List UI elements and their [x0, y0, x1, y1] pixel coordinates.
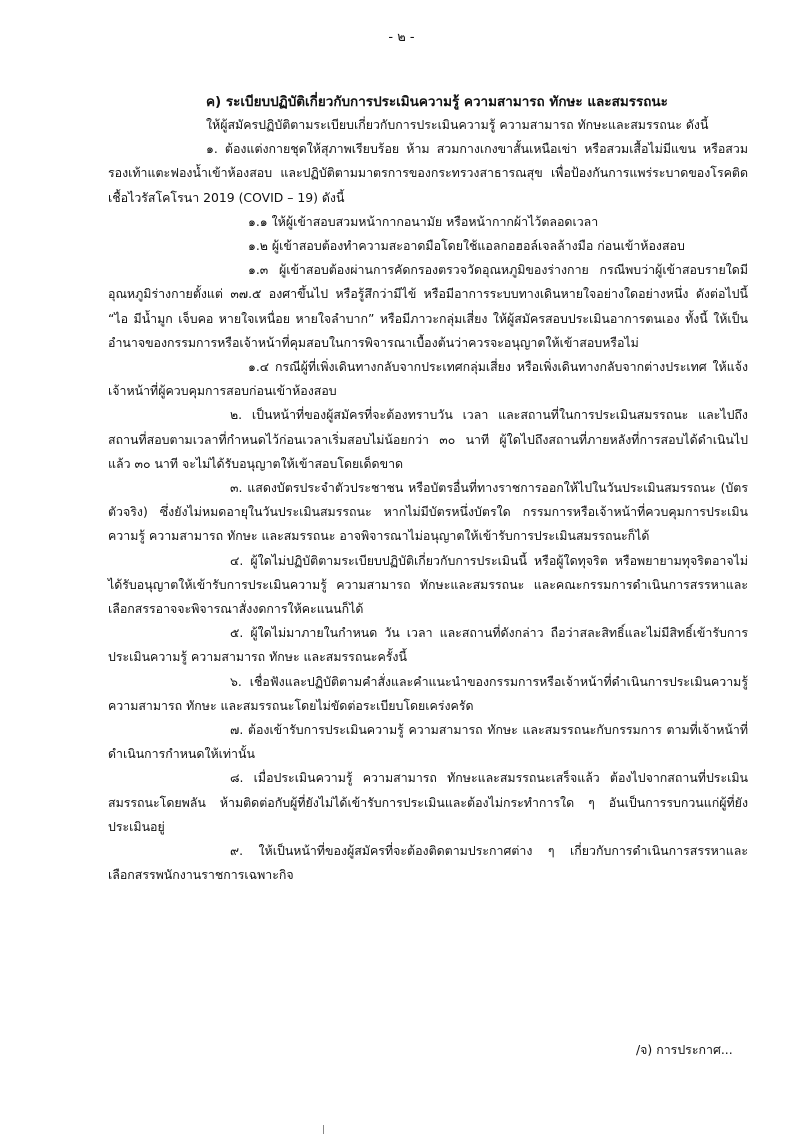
intro-paragraph: ให้ผู้สมัครปฏิบัติตามระเบียบเกี่ยวกับการประเมินความรู้ ความสามารถ ทักษะและสมรรถนะ ดังนี้ — [206, 117, 709, 132]
section-heading: ค) ระเบียบปฏิบัติเกี่ยวกับการประเมินความรู้ ความสามารถ ทักษะ และสมรรถนะ — [206, 94, 668, 110]
rule-6-obey-instructions: ๖. เชื่อฟังและปฏิบัติตามคำสั่งและคำแนะนำของกรรมการหรือเจ้าหน้าที่ดำเนินการประเมินความรู้ ความสามารถ ทักษะ และสมรรถนะโดยไม่ขัดต่อระเบียบโดยเคร่งครัด — [108, 673, 748, 713]
regulation-body — [108, 113, 748, 888]
rule-2-schedule: ๒. เป็นหน้าที่ของผู้สมัครที่จะต้องทราบวัน เวลา และสถานที่ในการประเมินสมรรถนะ และไปถึงสถานที่สอบตามเวลาที่กำหนดไว้ก่อนเวลาเริ่มสอบไม่น้อยกว่า ๓๐ นาที ผู้ใดไปถึงสถานที่ภายหลังที่การสอบได้ดำเนินไปแล้ว ๓๐ นาที จะไม่ได้รับอนุญาตให้เข้าสอบโดยเด็ดขาด — [108, 407, 748, 471]
rule-4-cheating: ๔. ผู้ใดไม่ปฏิบัติตามระเบียบปฏิบัติเกี่ยวกับการประเมินนี้ หรือผู้ใดทุจริต หรือพยายามทุจริตอาจไม่ได้รับอนุญาตให้เข้ารับการประเมินความรู้ ความสามารถ ทักษะและสมรรถนะ และคณะกรรมการดำเนินการสรรหาและเลือกสรรอาจจะพิจารณาสั่งงดการให้คะแนนก็ได้ — [108, 552, 748, 617]
rule-1-dress-code: ๑. ต้องแต่งกายชุดให้สุภาพเรียบร้อย ห้าม สวมกางเกงขาสั้นเหนือเข่า หรือสวมเสื้อไม่มีแขน หรือสวมรองเท้าแตะฟองน้ำเข้าห้องสอบ และปฏิบัติตามมาตรการของกระทรวงสาธารณสุข เพื่อป้องกันการแพร่ระบาดของโรคติดเชื้อไวรัสโคโรนา 2019 (COVID – 19) ดังนี้ — [108, 141, 748, 205]
rule-1-2-hand-sanitizer: ๑.๒ ผู้เข้าสอบต้องทำความสะอาดมือโดยใช้แอลกอฮอล์เจลล้างมือ ก่อนเข้าห้องสอบ — [248, 238, 685, 254]
rule-1-3-temperature-screening: ๑.๓ ผู้เข้าสอบต้องผ่านการคัดกรองตรวจวัดอุณหภูมิของร่างกาย กรณีพบว่าผู้เข้าสอบรายใดมีอุณหภูมิร่างกายตั้งแต่ ๓๗.๕ องศาขึ้นไป หรือรู้สึกว่ามีไข้ หรือมีอาการระบบทางเดินหายใจอย่างใดอย่างหนึ่ง ดังต่อไปนี้ “ไอ มีน้ำมูก เจ็บคอ หายใจเหนื่อย หายใจลำบาก” หรือมีภาวะกลุ่มเสี่ยง ให้ผู้สมัครสอบประเมินอาการตนเอง ทั้งนี้ ให้เป็นอำนาจของกรรมการหรือเจ้าหน้าที่คุมสอบในการพิจารณาเบื้องต้นว่าควรจะอนุญาตให้เข้าสอบหรือไม่ — [108, 262, 748, 350]
rule-9-follow-announcements: ๙. ให้เป็นหน้าที่ของผู้สมัครที่จะต้องติดตามประกาศต่าง ๆ เกี่ยวกับการดำเนินการสรรหาและเลือกสรรพนักงานราชการเฉพาะกิจ — [108, 843, 748, 883]
rule-1-1-mask: ๑.๑ ให้ผู้เข้าสอบสวมหน้ากากอนามัย หรือหน้ากากผ้าไว้ตลอดเวลา — [248, 213, 599, 229]
rule-7-assigned-committee: ๗. ต้องเข้ารับการประเมินความรู้ ความสามารถ ทักษะ และสมรรถนะกับกรรมการ ตามที่เจ้าหน้าที่ดำเนินการกำหนดให้เท่านั้น — [108, 722, 748, 762]
page-number: - ๒ - — [388, 30, 415, 45]
continuation-marker: /จ) การประกาศ... — [636, 1042, 733, 1057]
rule-5-absence: ๕. ผู้ใดไม่มาภายในกำหนด วัน เวลา และสถานที่ดังกล่าว ถือว่าสละสิทธิ์และไม่มีสิทธิ์เข้ารับการประเมินความรู้ ความสามารถ ทักษะ และสมรรถนะครั้งนี้ — [108, 625, 748, 665]
rule-8-leave-after-exam: ๘. เมื่อประเมินความรู้ ความสามารถ ทักษะและสมรรถนะเสร็จแล้ว ต้องไปจากสถานที่ประเมินสมรรถนะโดยพลัน ห้ามติดต่อกับผู้ที่ยังไม่ได้เข้ารับการประเมินและต้องไม่กระทำการใด ๆ อันเป็นการรบกวนแก่ผู้ที่ยังประเมินอยู่ — [108, 770, 748, 834]
scan-mark — [323, 1125, 324, 1134]
rule-3-id-card: ๓. แสดงบัตรประจำตัวประชาชน หรือบัตรอื่นที่ทางราชการออกให้ไปในวันประเมินสมรรถนะ (บัตรตัวจริง) ซึ่งยังไม่หมดอายุในวันประเมินสมรรถนะ หากไม่มีบัตรหนึ่งบัตรใด กรรมการหรือเจ้าหน้าที่ควบคุมการประเมินความรู้ ความสามารถ ทักษะ และสมรรถนะ อาจพิจารณาไม่อนุญาตให้เข้ารับการประเมินสมรรถนะก็ได้ — [108, 480, 748, 544]
rule-1-4-travel-report: ๑.๔ กรณีผู้ที่เพิ่งเดินทางกลับจากประเทศกลุ่มเสี่ยง หรือเพิ่งเดินทางกลับจากต่างประเทศ ให้แจ้งเจ้าหน้าที่ผู้ควบคุมการสอบก่อนเข้าห้องสอบ — [108, 359, 748, 399]
